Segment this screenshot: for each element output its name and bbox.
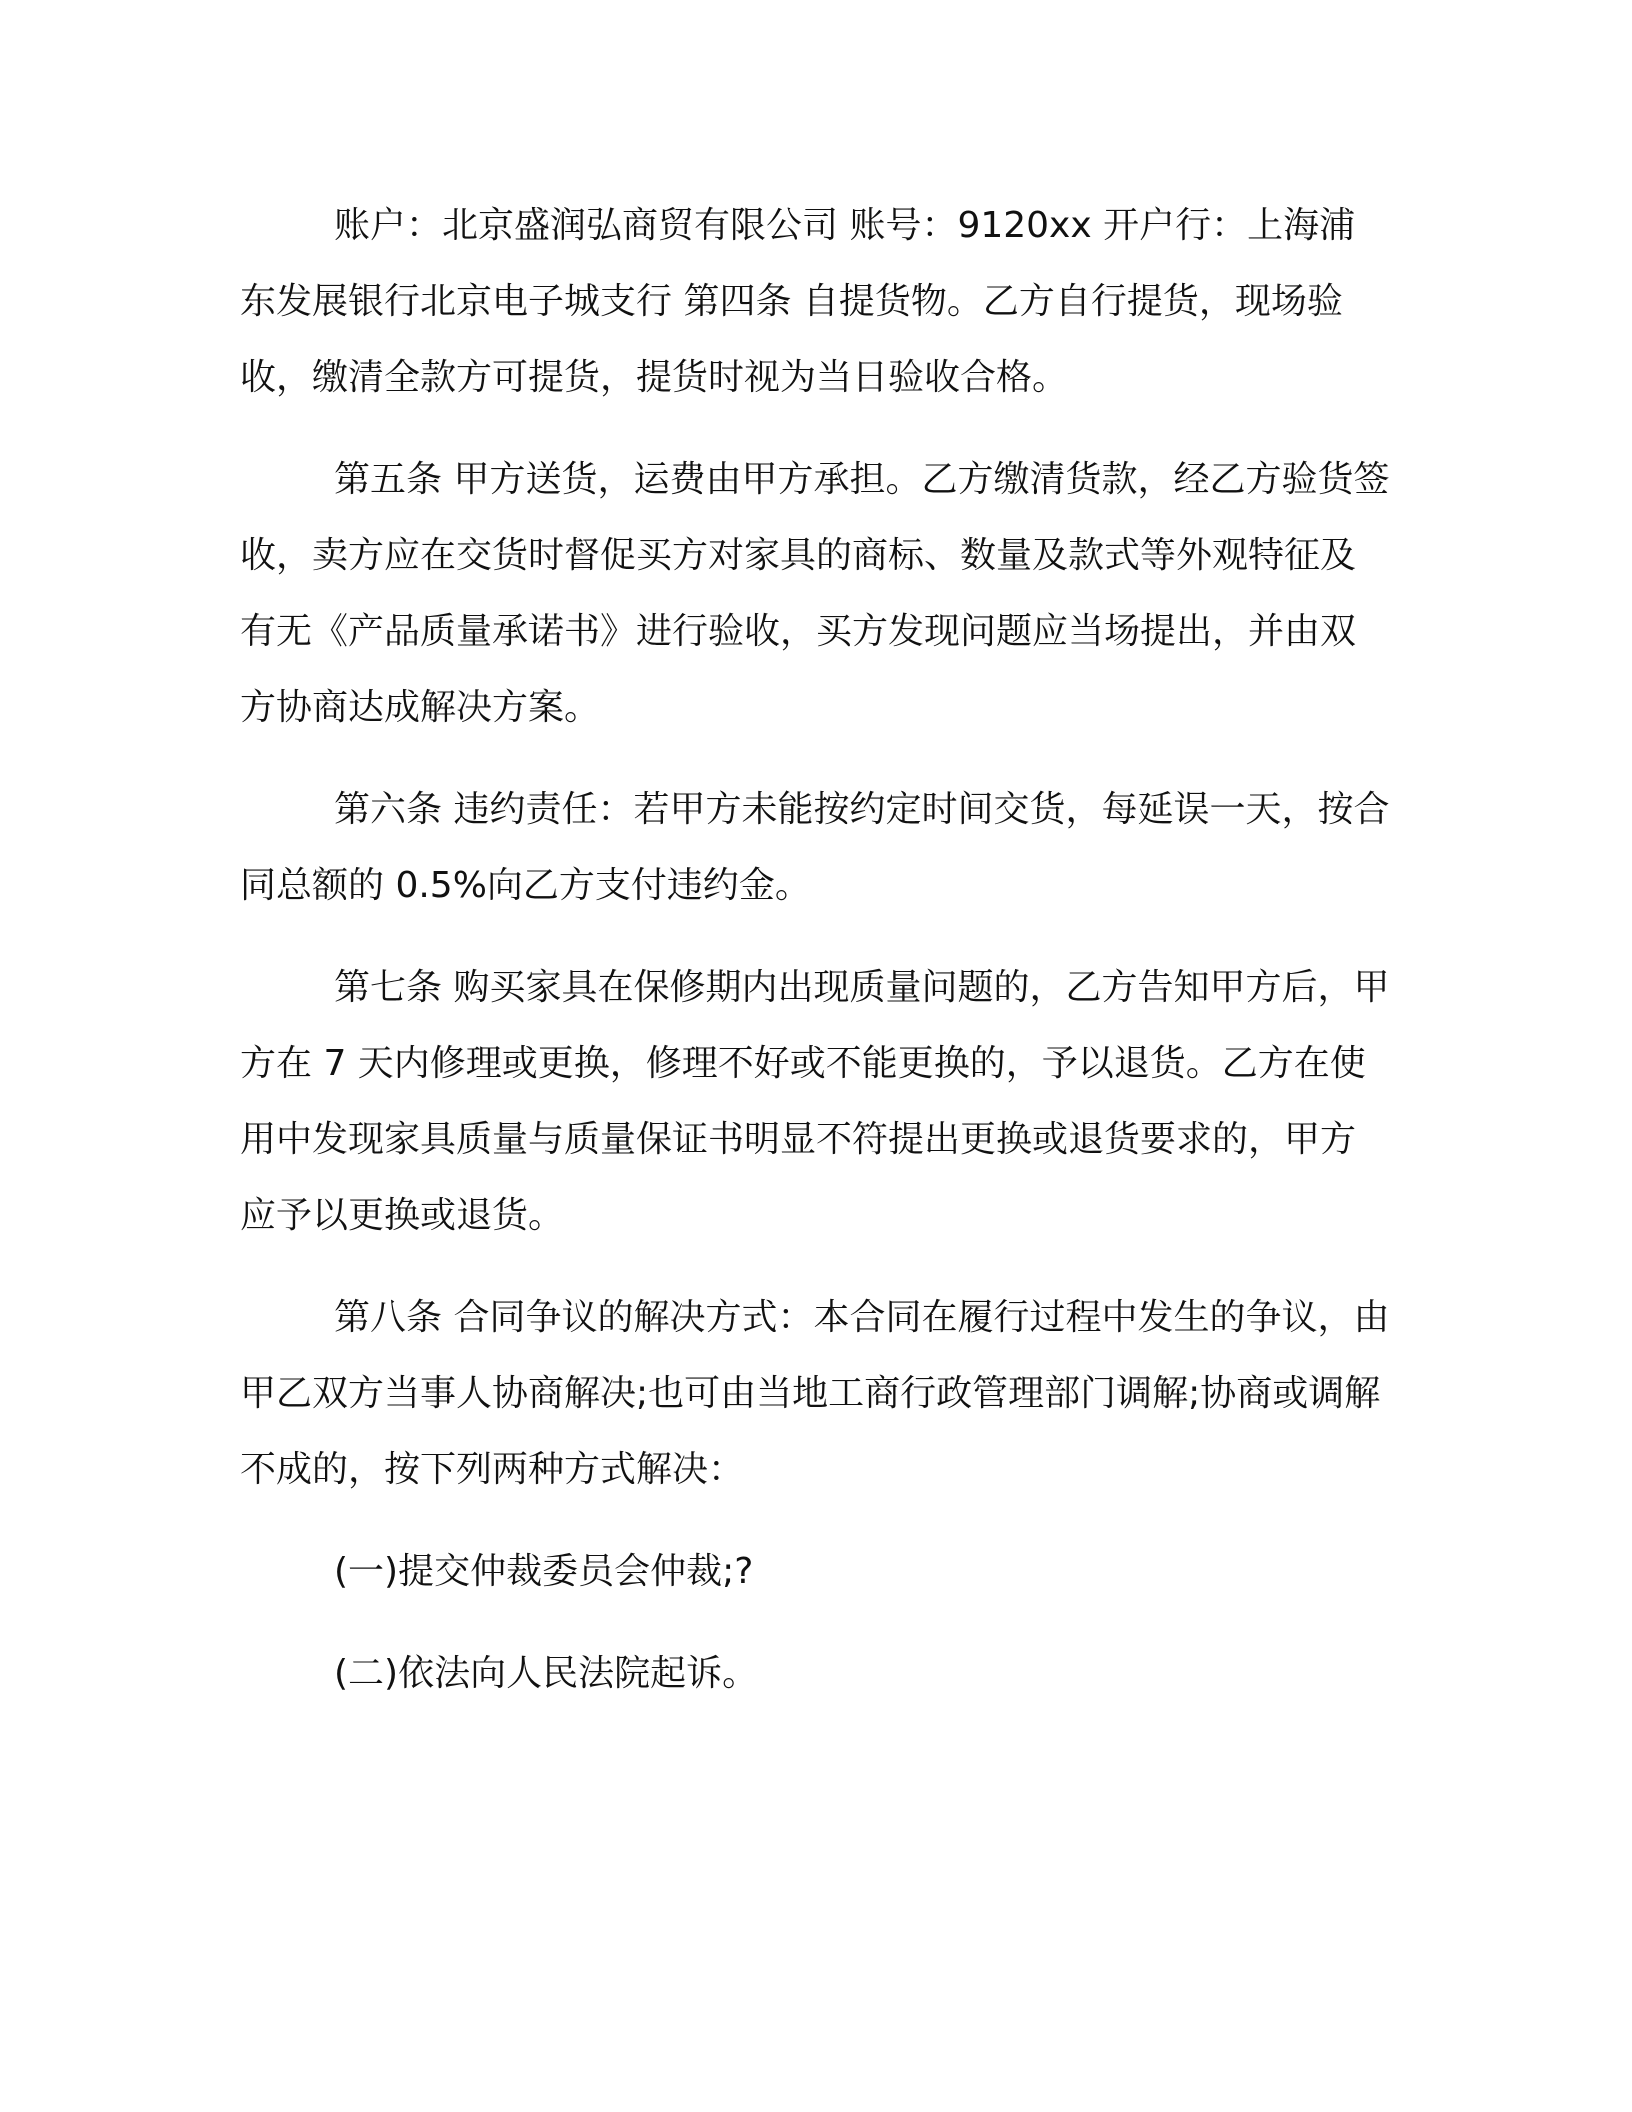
article-5-paragraph: 第五条 甲方送货，运费由甲方承担。乙方缴清货款，经乙方验货签收，卖方应在交货时督促买方对家具的商标、数量及款式等外观特征及有无《产品质量承诺书》进行验收，买方发现问题应当场提出，并由双方协商达成解决方案。 bbox=[240, 459, 1390, 728]
account-and-article-4-paragraph: 账户：北京盛润弘商贸有限公司 账号：9120xx 开户行：上海浦东发展银行北京电子城支行 第四条 自提货物。乙方自行提货，现场验收，缴清全款方可提货，提货时视为当日验收合格。 bbox=[240, 205, 1356, 398]
document-page bbox=[240, 188, 1390, 2068]
article-8-paragraph: 第八条 合同争议的解决方式：本合同在履行过程中发生的争议，由甲乙双方当事人协商解决;也可由当地工商行政管理部门调解;协商或调解不成的，按下列两种方式解决： bbox=[240, 1297, 1390, 1490]
article-6-paragraph: 第六条 违约责任：若甲方未能按约定时间交货，每延误一天，按合同总额的 0.5%向乙方支付违约金。 bbox=[240, 789, 1390, 906]
dispute-option-lawsuit: (二)依法向人民法院起诉。 bbox=[334, 1653, 759, 1694]
dispute-option-arbitration: (一)提交仲裁委员会仲裁;? bbox=[334, 1551, 754, 1592]
article-7-paragraph: 第七条 购买家具在保修期内出现质量问题的，乙方告知甲方后，甲方在 7 天内修理或更换，修理不好或不能更换的，予以退货。乙方在使用中发现家具质量与质量保证书明显不符提出更换或退货要求的，甲方应予以更换或退货。 bbox=[240, 967, 1390, 1236]
